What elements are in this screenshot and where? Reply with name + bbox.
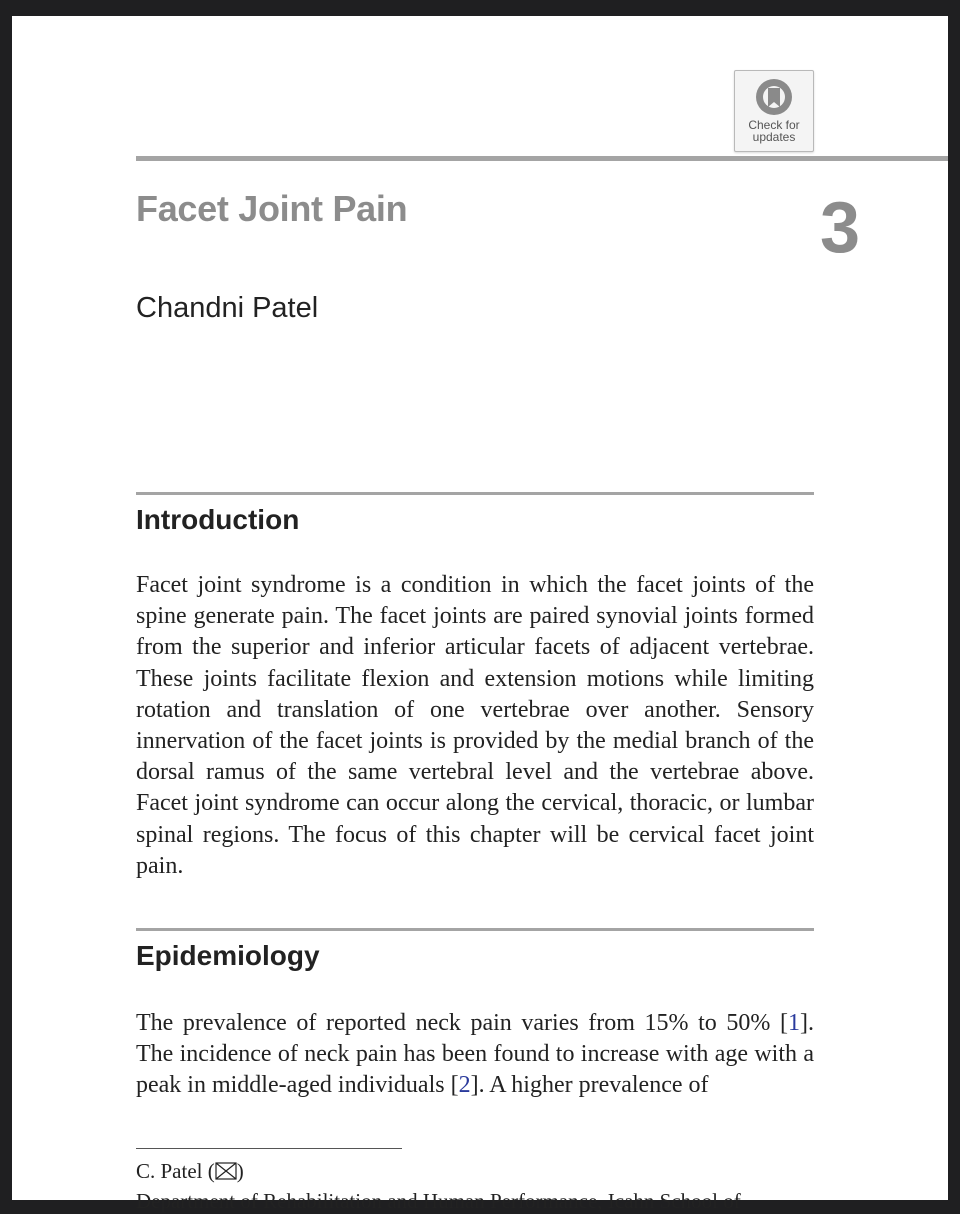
epidemiology-paragraph (136, 1008, 814, 1102)
epidemiology-heading: Epidemiology (136, 940, 320, 971)
introduction-rule (136, 492, 814, 495)
envelope-icon[interactable] (215, 1162, 237, 1180)
introduction-heading: Introduction (136, 504, 300, 535)
check-for-updates-label (735, 119, 813, 143)
epidemiology-text-3: ]. A higher prevalence of (470, 1072, 709, 1099)
footnote-author-name: C. Patel ( (136, 1159, 215, 1183)
badge-line1: Check for (748, 118, 800, 132)
footnote-rule (136, 1148, 402, 1149)
reference-link-2[interactable]: 2 (458, 1072, 471, 1099)
chapter-author: Chandni Patel (136, 292, 319, 324)
introduction-paragraph: Facet joint syndrome is a condition in which the facet joints of the spine generate pain. The facet joints are paired synovial joints formed from the superior and inferior articular facets of adjacent vertebrae. These joints facilitate flexion and extension motions while limiting rotation and translation of one vertebrae over another. Sensory innervation of the facet joints is provided by the medial branch of the dorsal ramus of the same vertebral level and the vertebrae above. Facet joint syndrome can occur along the cervical, thoracic, or lumbar spinal regions. The focus of this chapter will be cervical facet joint pain. (136, 572, 814, 879)
footnote-author-close: ) (236, 1159, 244, 1183)
badge-line2: updates (752, 130, 796, 144)
footnote-author (136, 1159, 244, 1184)
reference-link-1[interactable]: 1 (788, 1010, 800, 1036)
chapter-number: 3 (820, 188, 861, 268)
check-for-updates-badge[interactable] (734, 70, 814, 152)
chapter-top-rule (136, 156, 948, 161)
chapter-title: Facet Joint Pain (136, 188, 408, 229)
document-page (12, 16, 948, 1213)
bookmark-circle-icon (754, 77, 794, 117)
epidemiology-text-2: ]. The incidence of neck pain has been found to increase with age with a peak in middle-aged individuals [ (136, 1010, 814, 1099)
epidemiology-rule (136, 928, 814, 931)
epidemiology-text-1: The prevalence of reported neck pain varies from 15% to 50% [ (136, 1010, 788, 1036)
footnote-affiliation: Department of Rehabilitation and Human Performance, Icahn School of (136, 1189, 741, 1213)
